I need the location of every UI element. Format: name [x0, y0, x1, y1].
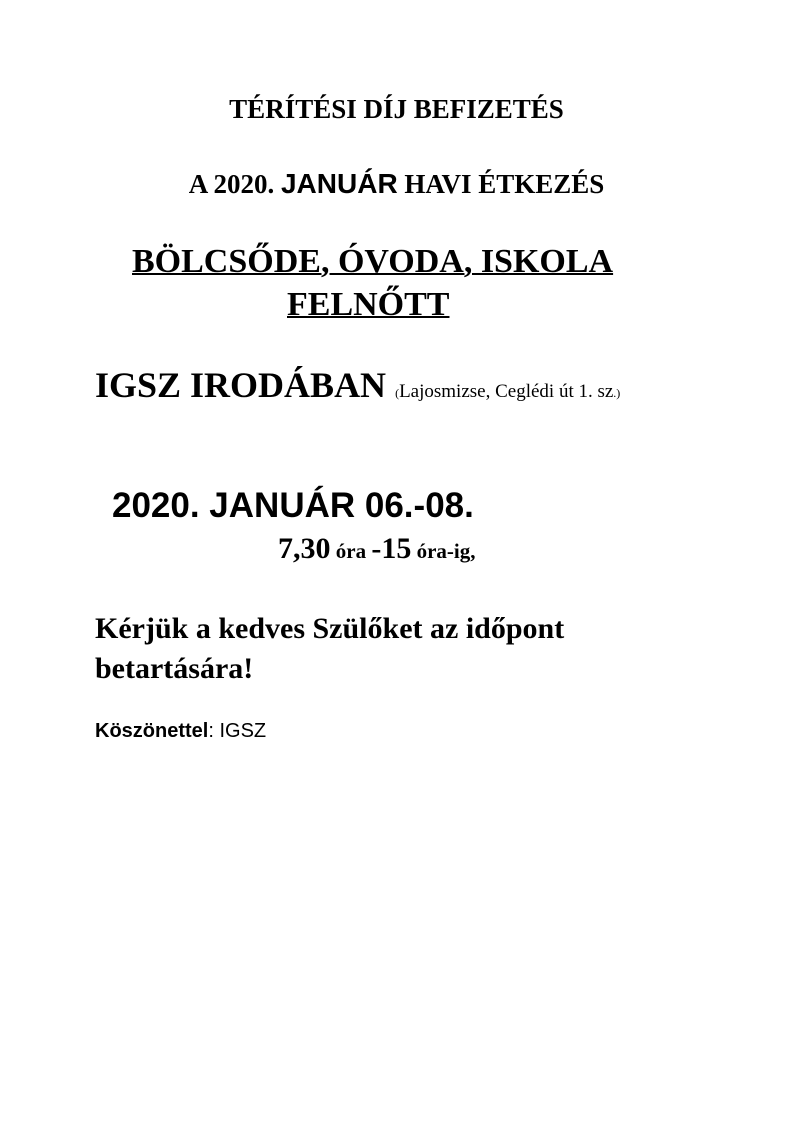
address-paren-open: (: [395, 386, 400, 400]
notice-title: TÉRÍTÉSI DÍJ BEFIZETÉS: [229, 94, 564, 124]
thanks-label: Köszönettel: [95, 720, 209, 742]
request-line-2: betartására!: [95, 652, 254, 685]
office-name: IGSZ IRODÁBAN: [95, 365, 396, 405]
subtitle-suffix: HAVI ÉTKEZÉS: [397, 169, 605, 199]
time-start: 7,30: [278, 532, 331, 565]
time-unit-2: óra-ig,: [411, 539, 476, 563]
payment-date: 2020. JANUÁR 06.-08.: [112, 486, 474, 525]
office-address: Lajosmizse, Ceglédi út 1. sz: [399, 381, 614, 402]
groups-line-2: FELNŐTT: [287, 286, 450, 323]
request-line-1: Kérjük a kedves Szülőket az időpont: [95, 612, 565, 645]
payment-time: [278, 532, 475, 566]
office-location: [95, 364, 620, 406]
thanks-value: : IGSZ: [208, 720, 267, 742]
notice-subtitle: [0, 168, 793, 200]
groups-line-1: BÖLCSŐDE, ÓVODA, ISKOLA: [132, 243, 614, 280]
subtitle-prefix: A 2020.: [188, 169, 281, 199]
time-unit-1: óra: [330, 539, 372, 563]
thanks-signature: [95, 720, 266, 743]
time-end: -15: [371, 532, 412, 565]
address-paren-close: .): [613, 386, 621, 400]
subtitle-month: JANUÁR: [280, 168, 398, 199]
